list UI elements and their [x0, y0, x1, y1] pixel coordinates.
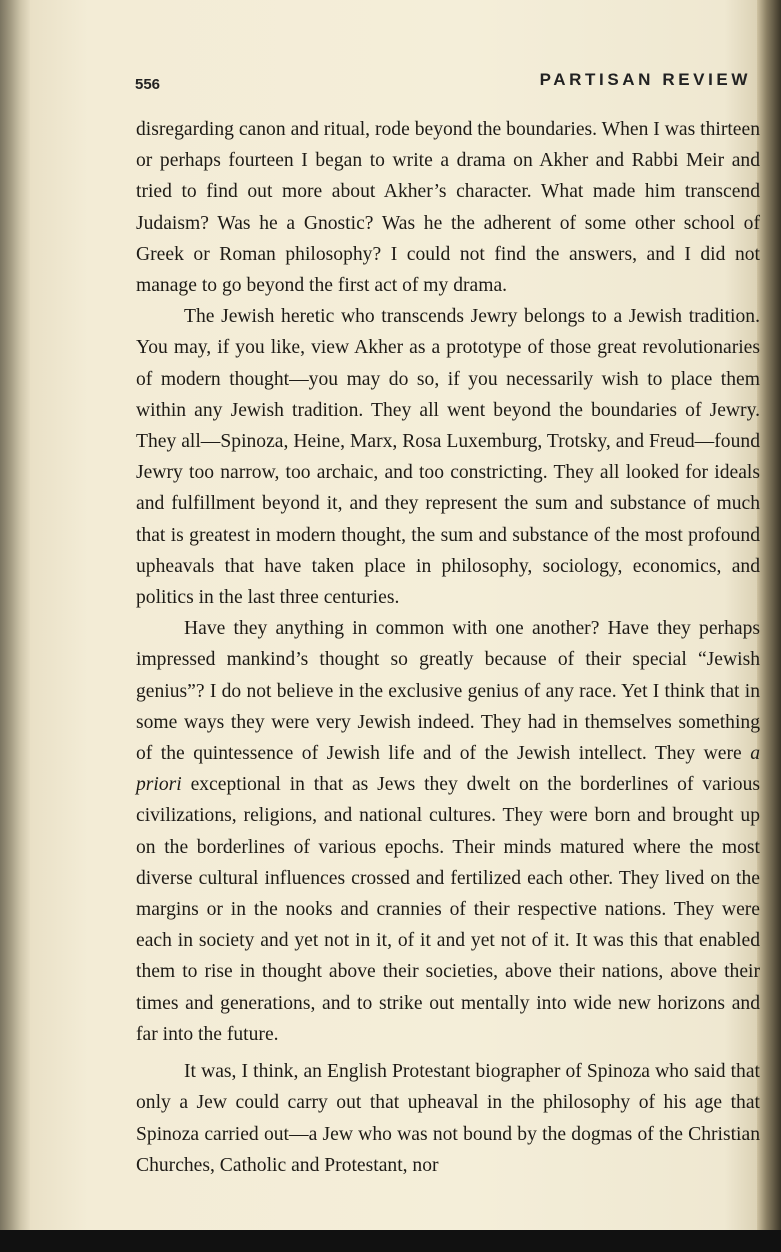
scan-bottom-border — [0, 1230, 781, 1252]
paragraph-4: It was, I think, an English Protestant biographer of Spinoza who said that only a Jew could carry out that upheaval in the philosophy of his age that Spinoza carried out—a Jew who was not bound by the dogmas of the Christian Churches, Catholic and Protestant, nor — [136, 1061, 760, 1176]
paragraph-2: The Jewish heretic who transcends Jewry belongs to a Jewish tradition. You may, if you like, view Akher as a prototype of those great revolutionaries of modern thought—you may do so, if you necessarily wish to place them within any Jewish tradition. They all went beyond the boundaries of Jewry. They all—Spinoza, Heine, Marx, Rosa Luxemburg, Trotsky, and Freud—found Jewry too narrow, too archaic, and too constricting. They all looked for ideals and fulfillment beyond it, and they represent the sum and substance of much that is greatest in modern thought, the sum and substance of the most profound upheavals that have taken place in philosophy, sociology, economics, and politics in the last three centuries. — [136, 306, 760, 609]
paragraph-1: disregarding canon and ritual, rode beyond the boundaries. When I was thirteen or perhaps fourteen I began to write a drama on Akher and Rabbi Meir and tried to find out more about Akher’s character. What made him transcend Judaism? Was he a Gnostic? Was he the adherent of some other school of Greek or Roman philosophy? I could not find the answers, and I did not manage to go beyond the first act of my drama. — [136, 119, 760, 297]
italic-phrase: a priori — [136, 743, 760, 796]
paragraph-3-start: Have they anything in common with one another? Have they perhaps impressed mankind’s thought so greatly because of their special “Jewish genius”? I do not believe in the exclusive genius of any race. Yet I think that in some ways they were very Jewish indeed. They had in themselves something of the quintessence of Jewish life and of the Jewish intellect. They were — [136, 618, 760, 765]
page-edge-shadow — [757, 0, 781, 1232]
paragraph-3 — [136, 613, 760, 1050]
running-head: PARTISAN REVIEW — [539, 70, 751, 89]
book-binding — [0, 0, 30, 1252]
page-number: 556 — [135, 76, 161, 93]
body-text — [136, 114, 760, 1181]
paragraph-3-end: exceptional in that as Jews they dwelt on the borderlines of various civilizations, religions, and national cultures. They were born and brought up on the borderlines of various epochs. Their minds matured where the most diverse cultural influences crossed and fertilized each other. They lived on the margins or in the nooks and crannies of their respective nations. They were each in society and yet not in it, of it and yet not of it. It was this that enabled them to rise in thought above their societies, above their nations, above their times and generations, and to strike out mentally into wide new horizons and far into the future. — [136, 774, 760, 1045]
